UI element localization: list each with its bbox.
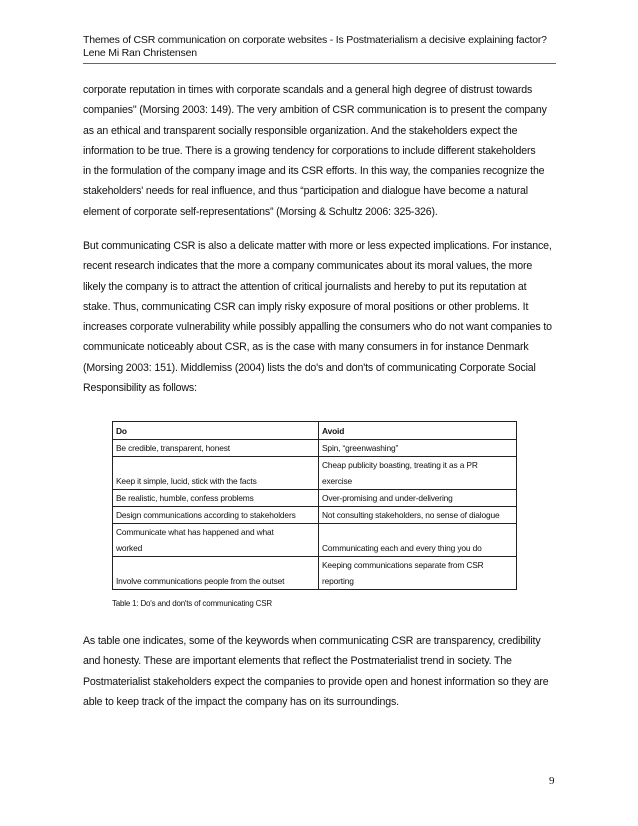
paragraph-2 bbox=[83, 236, 559, 398]
table-row bbox=[113, 490, 517, 507]
page-number: 9 bbox=[549, 775, 555, 787]
table-row bbox=[113, 457, 517, 490]
table-row bbox=[113, 507, 517, 524]
avoid-cell bbox=[319, 507, 517, 524]
avoid-cell bbox=[319, 557, 517, 590]
do-cell bbox=[113, 440, 319, 457]
text-line: Responsibility as follows: bbox=[83, 382, 197, 395]
avoid-cell bbox=[319, 440, 517, 457]
avoid-cell bbox=[319, 524, 517, 557]
avoid-cell bbox=[319, 457, 517, 490]
text-line: increases corporate vulnerability while possibly appalling the consumers who do not want companies to bbox=[83, 321, 552, 334]
cell-text: Keep it simple, lucid, stick with the facts bbox=[116, 476, 257, 486]
table-row bbox=[113, 524, 517, 557]
cell-text: Spin, “greenwashing” bbox=[322, 443, 399, 453]
cell-text: Be credible, transparent, honest bbox=[116, 443, 230, 453]
do-cell bbox=[113, 457, 319, 490]
cell-text: Not consulting stakeholders, no sense of dialogue bbox=[322, 510, 500, 520]
text-line: as an ethical and transparent socially responsible organization. And the stakeholders expect the bbox=[83, 124, 518, 137]
text-line: able to keep track of the impact the company has on its surroundings. bbox=[83, 695, 399, 708]
table-row bbox=[113, 440, 517, 457]
cell-text: Communicating each and every thing you do bbox=[322, 543, 482, 553]
column-header-do: Do bbox=[113, 422, 319, 440]
dos-and-donts-table bbox=[112, 421, 517, 590]
text-line: communicate noticeably about CSR, as is the case with many consumers in for instance Denmark bbox=[83, 341, 529, 354]
header-author: Lene Mi Ran Christensen bbox=[83, 47, 197, 59]
cell-text: Keeping communications separate from CSR bbox=[322, 560, 484, 570]
text-line: element of corporate self-representations” (Morsing & Schultz 2006: 325-326). bbox=[83, 205, 438, 218]
text-line: (Morsing 2003: 151). Middlemiss (2004) lists the do's and don'ts of communicating Corporate Social bbox=[83, 361, 536, 374]
cell-text: Communicate what has happened and what bbox=[116, 527, 274, 537]
paragraph-1 bbox=[83, 80, 559, 222]
cell-text: Design communications according to stakeholders bbox=[116, 510, 296, 520]
text-line: stakeholders' needs for real influence, and thus “participation and dialogue have become a natural bbox=[83, 185, 528, 198]
text-line: and honesty. These are important elements that reflect the Postmaterialist trend in society. The bbox=[83, 655, 512, 668]
avoid-cell bbox=[319, 490, 517, 507]
text-line: corporate reputation in times with corporate scandals and a general high degree of distrust towards bbox=[83, 84, 533, 96]
cell-text: Over-promising and under-delivering bbox=[322, 493, 453, 503]
cell-text: Involve communications people from the outset bbox=[116, 576, 285, 586]
column-header-avoid: Avoid bbox=[319, 422, 517, 440]
cell-text: worked bbox=[116, 543, 143, 553]
do-cell bbox=[113, 524, 319, 557]
header-title: Themes of CSR communication on corporate websites - Is Postmaterialism a decisive explaining factor? bbox=[83, 34, 547, 46]
text-line: likely the company is to attract the attention of critical journalists and hereby to put its reputation at bbox=[83, 280, 527, 293]
paragraph-3 bbox=[83, 631, 559, 712]
cell-text: reporting bbox=[322, 576, 354, 586]
cell-text: exercise bbox=[322, 476, 352, 486]
text-line: information to be true. There is a growing tendency for corporations to include different stakeholders bbox=[83, 144, 536, 157]
cell-text: Cheap publicity boasting, treating it as a PR bbox=[322, 460, 478, 470]
text-line: But communicating CSR is also a delicate matter with more or less expected implications. For instance, bbox=[83, 240, 552, 252]
table-row bbox=[113, 557, 517, 590]
table-caption: Table 1: Do's and don'ts of communicating CSR bbox=[112, 599, 272, 608]
text-line: As table one indicates, some of the keywords when communicating CSR are transparency, credibility bbox=[83, 635, 541, 647]
text-line: recent research indicates that the more a company communicates about its moral values, the more bbox=[83, 260, 533, 273]
text-line: Postmaterialist stakeholders expect the companies to provide open and honest information so they are bbox=[83, 675, 549, 688]
text-line: companies" (Morsing 2003: 149). The very ambition of CSR communication is to present the company bbox=[83, 104, 547, 117]
text-line: stake. Thus, communicating CSR can imply risky exposure of moral positions or other problems. It bbox=[83, 300, 529, 313]
text-line: in the formulation of the company image and its CSR efforts. In this way, the companies recognize the bbox=[83, 165, 545, 178]
do-cell bbox=[113, 507, 319, 524]
do-cell bbox=[113, 490, 319, 507]
do-cell bbox=[113, 557, 319, 590]
cell-text: Be realistic, humble, confess problems bbox=[116, 493, 254, 503]
table-header-row bbox=[113, 422, 517, 440]
page-header bbox=[83, 34, 556, 64]
